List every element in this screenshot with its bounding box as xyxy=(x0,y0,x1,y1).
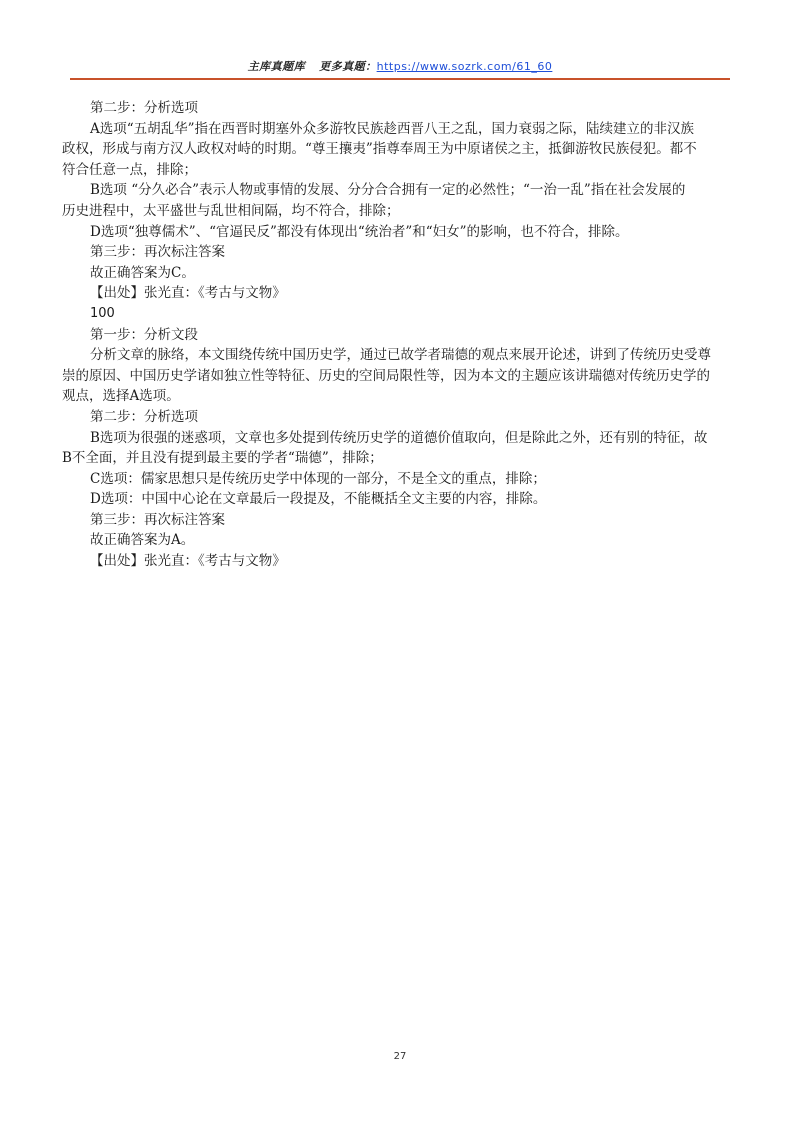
answer-line: 故正确答案为C。 xyxy=(90,264,195,281)
paragraph-line: 第二步：分析选项 xyxy=(90,100,198,116)
paragraph-line: 历史进程中，太平盛世与乱世相间隔，均不符合，排除； xyxy=(62,202,400,219)
step-heading: 第一步：分析文段 xyxy=(90,326,198,343)
paragraph-line: D选项：中国中心论在文章最后一段提及，不能概括全文主要的内容，排除。 xyxy=(90,491,547,508)
document-body xyxy=(62,98,742,572)
paragraph-line: 符合任意一点，排除； xyxy=(62,161,197,178)
question-number: 100 xyxy=(90,305,115,321)
source-citation: 【出处】张光直：《考古与文物》 xyxy=(90,285,286,302)
header-title-label: 更多真题： xyxy=(319,60,377,73)
paragraph-line: 崇的原因、中国历史学诸如独立性等特征、历史的空间局限性等，因为本文的主题应该讲瑞德对传统历史学的 xyxy=(62,367,710,384)
step-heading: 第三步：再次标注答案 xyxy=(90,511,225,528)
answer-line: 故正确答案为A。 xyxy=(90,532,195,549)
page-header xyxy=(70,60,730,74)
paragraph-line: A选项“五胡乱华”指在西晋时期塞外众多游牧民族趁西晋八王之乱，国力衰弱之际，陆续建立的非汉族 xyxy=(90,120,695,137)
paragraph-line: B不全面，并且没有提到最主要的学者“瑞德”，排除； xyxy=(62,450,383,467)
source-citation: 【出处】张光直：《考古与文物》 xyxy=(90,553,286,570)
page-number: 27 xyxy=(393,1051,407,1062)
step-heading: 第三步：再次标注答案 xyxy=(90,244,225,261)
paragraph-line: D选项“独尊儒术”、“官逼民反”都没有体现出“统治者”和“妇女”的影响，也不符合，排除。 xyxy=(90,223,629,240)
paragraph-line: C选项：儒家思想只是传统历史学中体现的一部分，不是全文的重点，排除； xyxy=(90,470,546,487)
header-brand: 主库真题库 xyxy=(247,60,306,73)
paragraph-line: 分析文章的脉络，本文围绕传统中国历史学，通过已故学者瑞德的观点来展开论述，讲到了传统历史受尊 xyxy=(90,347,711,364)
header-url-link[interactable]: https://www.sozrk.com/61_60 xyxy=(376,60,553,73)
paragraph-line: 观点，选择A选项。 xyxy=(62,388,180,405)
step-heading: 第二步：分析选项 xyxy=(90,408,198,425)
paragraph-line: B选项 “分久必合”表示人物或事情的发展、分分合合拥有一定的必然性；“一治一乱”指在社会发展的 xyxy=(90,182,686,199)
header-divider xyxy=(70,78,730,80)
paragraph-line: 政权，形成与南方汉人政权对峙的时期。“尊王攘夷”指尊奉周王为中原诸侯之主，抵御游牧民族侵犯。都不 xyxy=(62,141,697,158)
paragraph-line: B选项为很强的迷惑项，文章也多处提到传统历史学的道德价值取向，但是除此之外，还有别的特征，故 xyxy=(90,429,708,446)
